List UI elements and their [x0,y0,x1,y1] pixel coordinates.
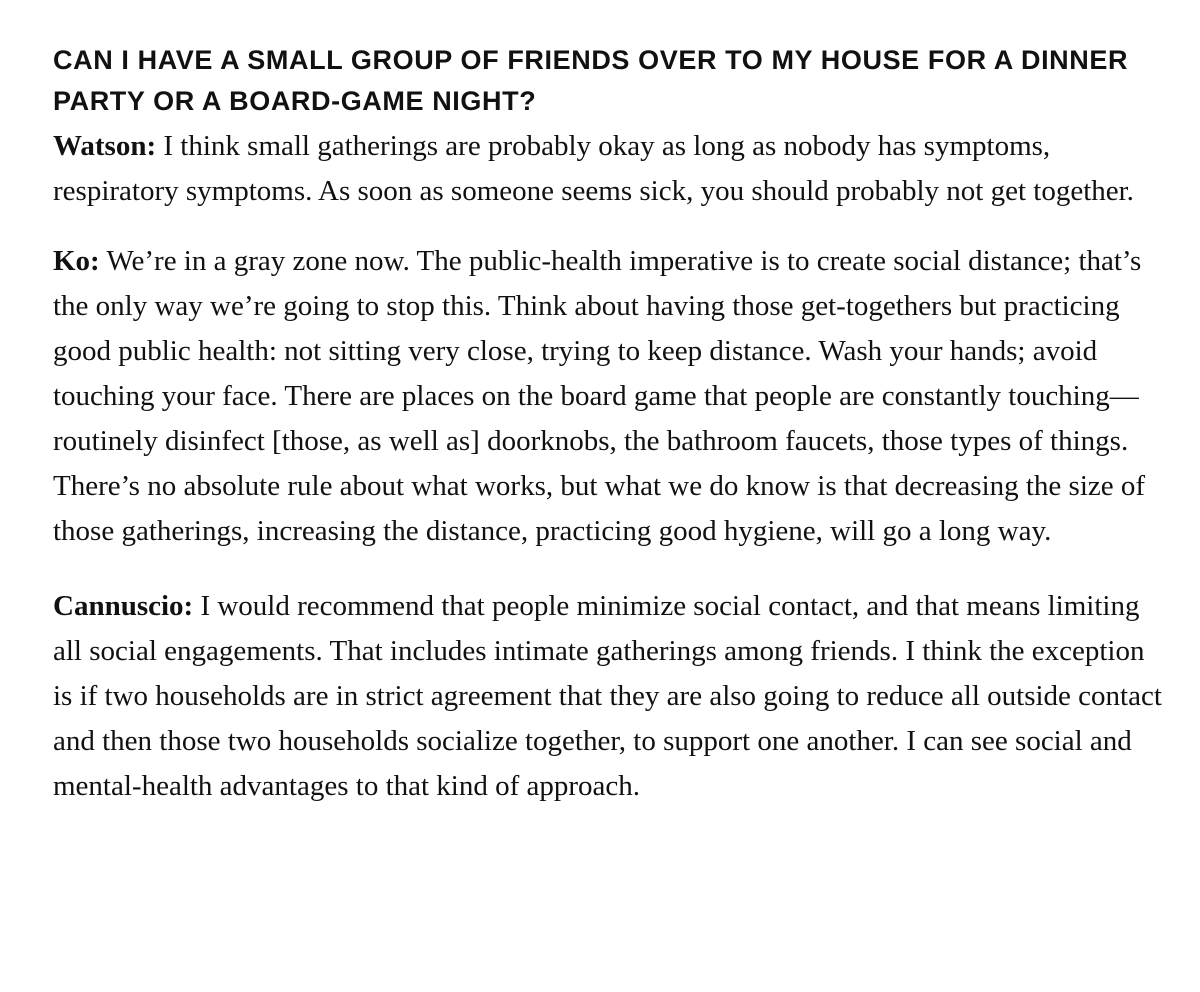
answer-text: I think small gatherings are probably okay as long as nobody has symptoms, respiratory symptoms. As soon as someone seems sick, you should probably not get together. [53,130,1134,207]
speaker-name: Cannuscio: [53,590,194,622]
answer-cannuscio [53,584,1163,809]
answer-text: I would recommend that people minimize social contact, and that means limiting all social engagements. That includes intimate gatherings among friends. I think the exception is if two households are in strict agreement that they are also going to reduce all outside contact and then those two households socialize together, to support one another. I can see social and mental-health advantages to that kind of approach. [53,590,1162,802]
answer-watson [53,124,1163,214]
speaker-name: Watson: [53,130,157,162]
answer-text: We’re in a gray zone now. The public-health imperative is to create social distance; that’s the only way we’re going to stop this. Think about having those get-togethers but practicing good public health: not sitting very close, trying to keep distance. Wash your hands; avoid touching your face. There are places on the board game that people are constantly touching—routinely disinfect [those, as well as] doorknobs, the bathroom faucets, those types of things. There’s no absolute rule about what works, but what we do know is that decreasing the size of those gatherings, increasing the distance, practicing good hygiene, will go a long way. [53,245,1146,547]
answer-ko [53,239,1163,554]
question-heading: CAN I HAVE A SMALL GROUP OF FRIENDS OVER TO MY HOUSE FOR A DINNER PARTY OR A BOARD-GAME NIGHT? [53,45,1129,116]
speaker-name: Ko: [53,245,100,277]
article-body [53,40,1163,809]
